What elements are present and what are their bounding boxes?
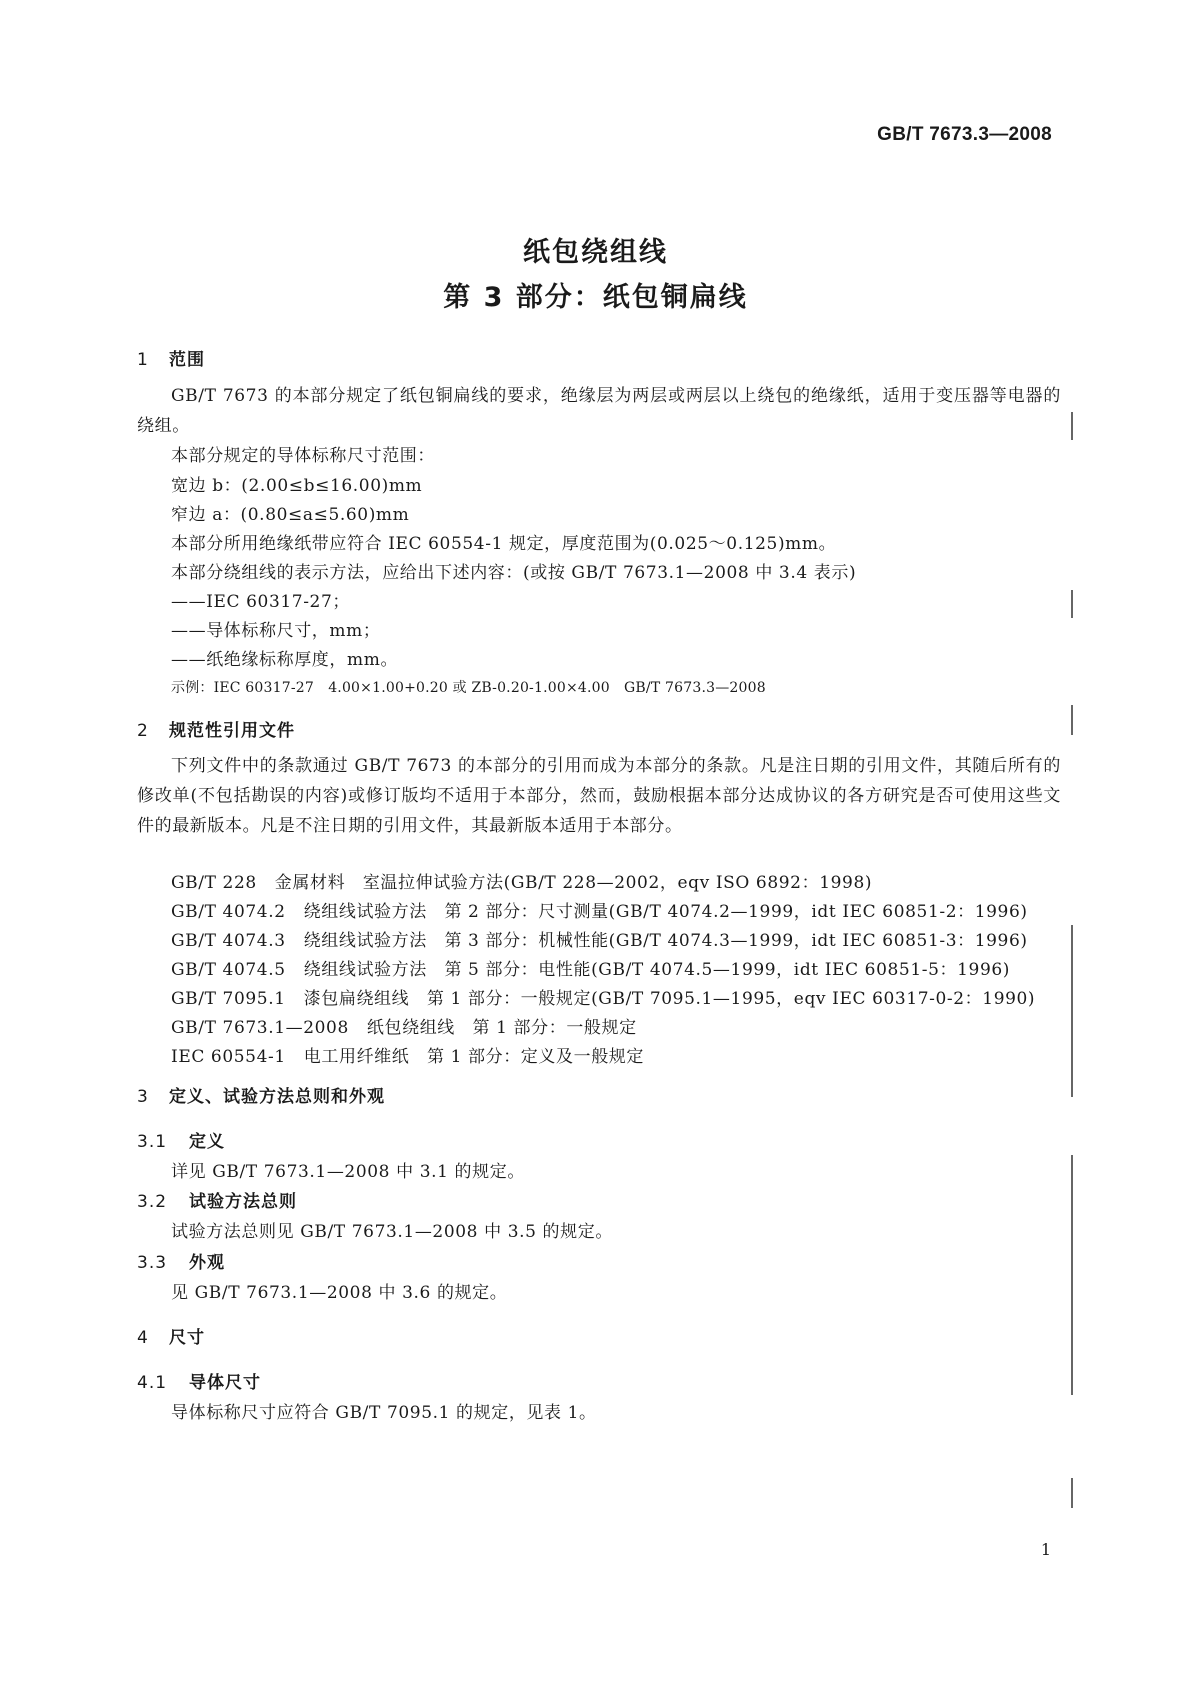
reference-code: IEC 60554-1 <box>171 1047 286 1067</box>
designation-item-1: ——IEC 60317-27； <box>171 592 350 612</box>
page-number: 1 <box>1040 1540 1051 1559</box>
scope-paragraph: GB/T 7673 的本部分规定了纸包铜扁线的要求，绝缘层为两层或两层以上绕包的绝缘纸，适用于变压器等电器的绕组。 <box>137 386 1061 436</box>
section-2-heading <box>137 716 295 741</box>
scope-narrow-line: 窄边 a：(0.80≤a≤5.60)mm <box>171 505 410 525</box>
reference-title: 漆包扁绕组线 第 1 部分：一般规定(GB/T 7095.1—1995，eqv IEC 60317-0-2：1990) <box>303 989 1036 1009</box>
reference-title: 纸包绕组线 第 1 部分：一般规定 <box>366 1018 637 1038</box>
reference-title: 金属材料 室温拉伸试验方法(GB/T 228—2002，eqv ISO 6892：1998) <box>274 873 873 893</box>
section-3-heading <box>137 1082 385 1107</box>
reference-item <box>171 897 1028 922</box>
reference-item <box>171 926 1028 951</box>
reference-code: GB/T 4074.5 <box>171 960 286 980</box>
subsection-3-3-heading <box>137 1248 225 1273</box>
reference-item <box>171 955 1010 980</box>
designation-item-2: ——导体标称尺寸，mm； <box>171 621 381 641</box>
revision-mark <box>1071 412 1073 440</box>
subsection-title: 导体尺寸 <box>189 1373 261 1393</box>
document-subtitle: 第 3 部分：纸包铜扁线 <box>443 282 748 313</box>
section-number: 3 <box>137 1087 149 1107</box>
section-number: 4 <box>137 1328 149 1348</box>
standard-code: GB/T 7673.3—2008 <box>877 124 1052 145</box>
subsection-title: 定义 <box>189 1132 225 1152</box>
section-title: 范围 <box>169 350 205 370</box>
reference-title: 绕组线试验方法 第 3 部分：机械性能(GB/T 4074.3—1999，idt IEC 60851-3：1996) <box>303 931 1028 951</box>
revision-mark <box>1071 705 1073 735</box>
subsection-3-3-text: 见 GB/T 7673.1—2008 中 3.6 的规定。 <box>171 1283 508 1303</box>
reference-code: GB/T 228 <box>171 873 257 893</box>
subsection-3-1-heading <box>137 1127 225 1152</box>
references-paragraph: 下列文件中的条款通过 GB/T 7673 的本部分的引用而成为本部分的条款。凡是注日期的引用文件，其随后所有的修改单(不包括勘误的内容)或修订版均不适用于本部分，然而，鼓励根据本部分达成协议的各方研究是否可使用这些文件的最新版本。凡是不注日期的引用文件，其最新版本适用于本部分。 <box>137 756 1061 836</box>
reference-title: 绕组线试验方法 第 5 部分：电性能(GB/T 4074.5—1999，idt IEC 60851-5：1996) <box>303 960 1011 980</box>
reference-item <box>171 1013 637 1038</box>
revision-mark <box>1071 925 1073 1097</box>
scope-width-line: 宽边 b：(2.00≤b≤16.00)mm <box>171 476 423 496</box>
subsection-3-2-heading <box>137 1187 297 1212</box>
section-number: 2 <box>137 721 149 741</box>
scope-paper-line: 本部分所用绝缘纸带应符合 IEC 60554-1 规定，厚度范围为(0.025～0.125)mm。 <box>171 534 837 554</box>
subsection-4-1-heading <box>137 1368 261 1393</box>
section-title: 定义、试验方法总则和外观 <box>169 1087 385 1107</box>
section-number: 1 <box>137 350 149 370</box>
reference-code: GB/T 4074.2 <box>171 902 286 922</box>
revision-mark <box>1071 1155 1073 1395</box>
reference-item <box>171 1042 644 1067</box>
designation-example: 示例：IEC 60317-27 4.00×1.00+0.20 或 ZB-0.20-1.00×4.00 GB/T 7673.3—2008 <box>171 680 766 696</box>
subsection-4-1-text: 导体标称尺寸应符合 GB/T 7095.1 的规定，见表 1。 <box>171 1403 597 1423</box>
reference-code: GB/T 4074.3 <box>171 931 286 951</box>
subsection-3-1-text: 详见 GB/T 7673.1—2008 中 3.1 的规定。 <box>171 1162 525 1182</box>
section-title: 规范性引用文件 <box>169 721 295 741</box>
reference-item <box>171 984 1035 1009</box>
scope-range-line: 本部分规定的导体标称尺寸范围： <box>171 446 435 466</box>
revision-mark <box>1071 590 1073 618</box>
scope-designation-line: 本部分绕组线的表示方法，应给出下述内容：(或按 GB/T 7673.1—2008 中 3.4 表示) <box>171 563 857 583</box>
subsection-number: 4.1 <box>137 1373 168 1393</box>
revision-mark <box>1071 1478 1073 1508</box>
reference-title: 电工用纤维纸 第 1 部分：定义及一般规定 <box>303 1047 645 1067</box>
subsection-title: 试验方法总则 <box>189 1192 297 1212</box>
section-4-heading <box>137 1323 205 1348</box>
subsection-number: 3.3 <box>137 1253 168 1273</box>
section-1-heading <box>137 345 205 370</box>
reference-title: 绕组线试验方法 第 2 部分：尺寸测量(GB/T 4074.2—1999，idt IEC 60851-2：1996) <box>303 902 1028 922</box>
subsection-title: 外观 <box>189 1253 225 1273</box>
subsection-number: 3.2 <box>137 1192 168 1212</box>
designation-item-3: ——纸绝缘标称厚度，mm。 <box>171 650 399 670</box>
reference-item <box>171 868 872 893</box>
subsection-number: 3.1 <box>137 1132 168 1152</box>
document-title: 纸包绕组线 <box>523 237 668 268</box>
reference-code: GB/T 7673.1—2008 <box>171 1018 349 1038</box>
reference-code: GB/T 7095.1 <box>171 989 286 1009</box>
subsection-3-2-text: 试验方法总则见 GB/T 7673.1—2008 中 3.5 的规定。 <box>171 1222 613 1242</box>
section-title: 尺寸 <box>169 1328 205 1348</box>
